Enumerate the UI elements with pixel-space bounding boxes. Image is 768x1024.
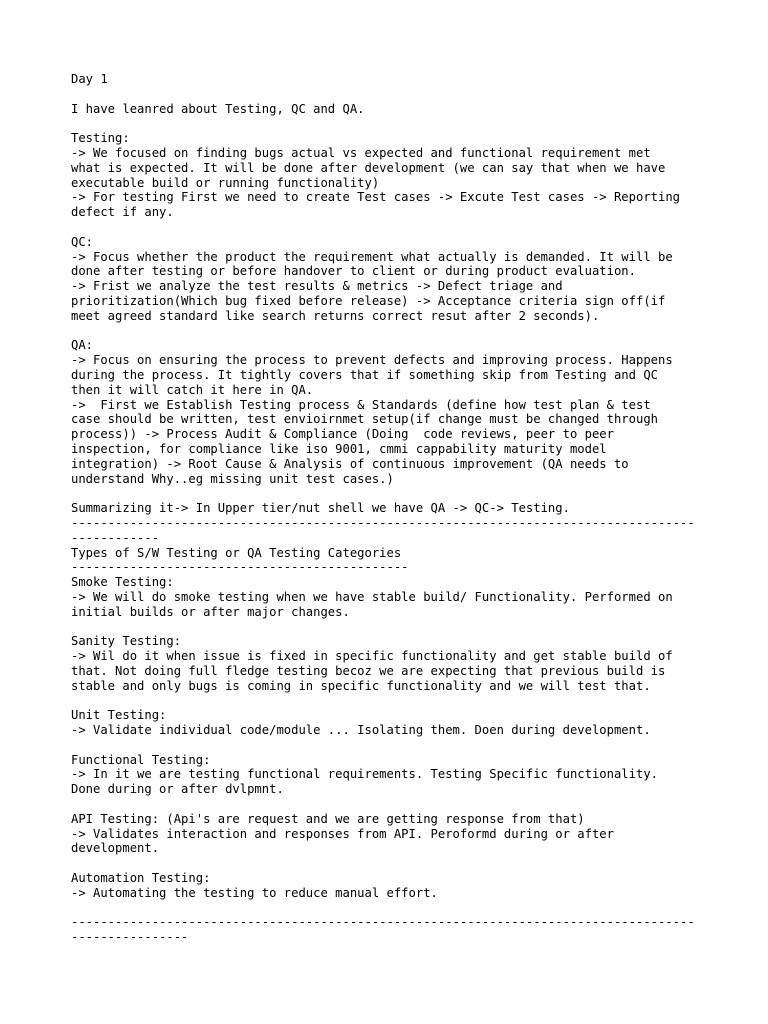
document-line: -> Validate individual code/module ... Isolating them. Doen during development.	[71, 723, 651, 738]
document-line: Sanity Testing:	[71, 634, 182, 649]
document-line: what is expected. It will be done after development (we can say that when we have	[71, 160, 666, 175]
document-line: -> Focus on ensuring the process to prevent defects and improving process. Happens	[71, 353, 673, 368]
document-line: ----------------------------------------------	[71, 560, 409, 575]
document-line: inspection, for compliance like iso 9001, cmmi cappability maturity model	[71, 441, 607, 456]
document-line: QC:	[71, 234, 94, 249]
document-line: Testing:	[71, 131, 130, 146]
document-line: that. Not doing full fledge testing becoz we are expecting that previous build is	[71, 663, 666, 678]
document-line: -> Wil do it when issue is fixed in specific functionality and get stable build of	[71, 649, 673, 664]
document-line: -> For testing First we need to create Test cases -> Excute Test cases -> Reporting	[71, 190, 681, 205]
document-line: -> Automating the testing to reduce manual effort.	[71, 885, 438, 900]
document-line: Day 1	[71, 72, 108, 86]
document-line	[71, 486, 711, 501]
document-line: I have leanred about Testing, QC and QA.	[71, 101, 365, 116]
document-line: done after testing or before handover to client or during product evaluation.	[71, 264, 636, 279]
document-line: API Testing: (Api's are request and we are getting response from that)	[71, 811, 585, 826]
document-line	[71, 856, 711, 871]
document-line: process)) -> Process Audit & Compliance (Doing code reviews, peer to peer	[71, 427, 614, 442]
document-line: QA:	[71, 338, 94, 353]
document-line: executable build or running functionality)	[71, 175, 380, 190]
document-line: integration) -> Root Cause & Analysis of continuous improvement (QA needs to	[71, 456, 629, 471]
document-line: -> First we Establish Testing process & Standards (define how test plan & test	[71, 397, 651, 412]
document-line: -> Frist we analyze the test results & metrics -> Defect triage and	[71, 279, 563, 294]
document-line: meet agreed standard like search returns correct resut after 2 seconds).	[71, 308, 600, 323]
document-line: development.	[71, 841, 160, 856]
document-line: prioritization(Which bug fixed before release) -> Acceptance criteria sign off(if	[71, 293, 666, 308]
document-line: understand Why..eg missing unit test cases.)	[71, 471, 394, 486]
document-line: stable and only bugs is coming in specific functionality and we will test that.	[71, 678, 651, 693]
document-line	[71, 619, 711, 634]
document-line: -> Focus whether the product the requirement what actually is demanded. It will be	[71, 249, 673, 264]
document-line: -------------------------------------------------------------------------------------	[71, 515, 695, 530]
document-line: -> Validates interaction and responses from API. Peroformd during or after	[71, 826, 614, 841]
document-body	[71, 72, 711, 945]
document-line	[71, 738, 711, 753]
document-line: Summarizing it-> In Upper tier/nut shell we have QA -> QC-> Testing.	[71, 501, 570, 516]
document-line	[71, 87, 711, 102]
document-line	[71, 220, 711, 235]
document-line	[71, 116, 711, 131]
document-line: -------------------------------------------------------------------------------------	[71, 915, 695, 930]
document-line: -> We focused on finding bugs actual vs expected and functional requirement met	[71, 145, 651, 160]
document-line	[71, 901, 711, 916]
document-line	[71, 797, 711, 812]
document-line: Functional Testing:	[71, 752, 211, 767]
document-line: Smoke Testing:	[71, 575, 174, 590]
document-line: ----------------	[71, 930, 189, 945]
document-line: defect if any.	[71, 205, 174, 220]
document-line: ------------	[71, 530, 160, 545]
document-line: -> In it we are testing functional requirements. Testing Specific functionality.	[71, 767, 658, 782]
document-line: Automation Testing:	[71, 871, 211, 886]
document-line: initial builds or after major changes.	[71, 604, 350, 619]
document-line	[71, 693, 711, 708]
document-line: Types of S/W Testing or QA Testing Categories	[71, 545, 402, 560]
document-line: Unit Testing:	[71, 708, 167, 723]
document-line: case should be written, test envioirnmet setup(if change must be changed through	[71, 412, 658, 427]
document-line: then it will catch it here in QA.	[71, 382, 314, 397]
document-line	[71, 324, 711, 339]
document-line: -> We will do smoke testing when we have stable build/ Functionality. Performed on	[71, 589, 673, 604]
document-line: during the process. It tightly covers that if something skip from Testing and QC	[71, 367, 658, 382]
document-line: Done during or after dvlpmnt.	[71, 782, 284, 797]
